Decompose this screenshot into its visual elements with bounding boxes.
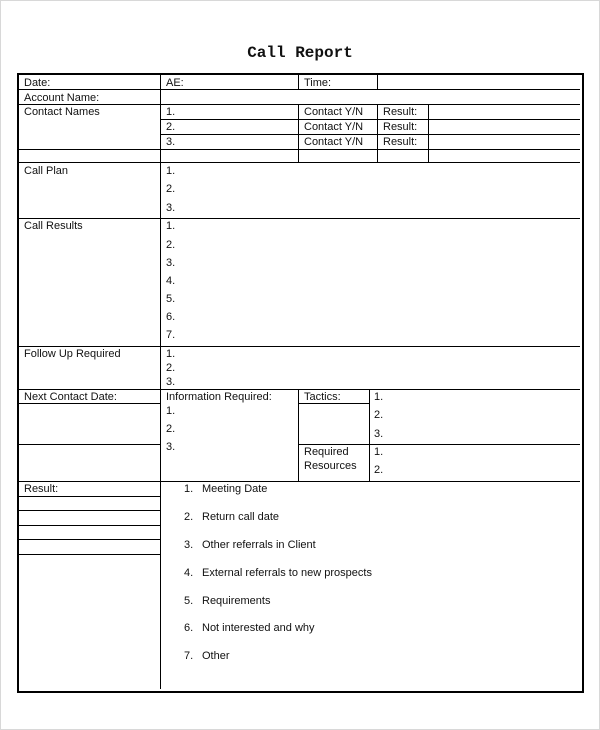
- rule: [19, 389, 580, 390]
- list-item: 1.: [166, 220, 176, 232]
- list-item: 1.: [166, 405, 176, 417]
- result-item-num: 5.: [184, 595, 194, 607]
- rule: [19, 444, 160, 445]
- rule: [19, 554, 160, 555]
- rule: [298, 389, 299, 482]
- result-item-text: Meeting Date: [202, 483, 268, 495]
- list-item: 3.: [374, 428, 384, 440]
- resources-label: Resources: [304, 460, 357, 472]
- list-item: 7.: [166, 329, 176, 341]
- rule: [428, 104, 429, 163]
- result-item-num: 3.: [184, 539, 194, 551]
- page-title: Call Report: [247, 44, 353, 62]
- form-frame: [17, 73, 584, 693]
- list-item: 3.: [166, 202, 176, 214]
- rule: [19, 496, 160, 497]
- list-item: 3.: [166, 257, 176, 269]
- list-item: 1.: [374, 446, 384, 458]
- rule: [160, 134, 580, 135]
- list-item: 3.: [166, 376, 176, 388]
- list-item: 5.: [166, 293, 176, 305]
- contact-result-label: Result:: [383, 121, 418, 133]
- result-item-num: 6.: [184, 622, 194, 634]
- rule: [19, 162, 580, 163]
- account-name-label: Account Name:: [24, 92, 100, 104]
- result-item-text: External referrals to new prospects: [202, 567, 372, 579]
- rule: [19, 104, 580, 105]
- follow-up-label: Follow Up Required: [24, 348, 121, 360]
- rule: [377, 104, 378, 163]
- rule: [160, 119, 580, 120]
- contact-num: 3.: [166, 136, 176, 148]
- contact-yn-label: Contact Y/N: [304, 106, 364, 118]
- result-item-num: 7.: [184, 650, 194, 662]
- list-item: 2.: [166, 423, 176, 435]
- rule: [298, 444, 580, 445]
- rule: [19, 481, 580, 482]
- contact-result-label: Result:: [383, 106, 418, 118]
- list-item: 4.: [166, 275, 176, 287]
- contact-yn-label: Contact Y/N: [304, 121, 364, 133]
- result-item-num: 2.: [184, 511, 194, 523]
- result-item-text: Not interested and why: [202, 622, 315, 634]
- information-required-label: Information Required:: [166, 391, 272, 403]
- rule: [19, 89, 580, 90]
- list-item: 2.: [374, 409, 384, 421]
- result-item-text: Other referrals in Client: [202, 539, 316, 551]
- tactics-label: Tactics:: [304, 391, 341, 403]
- list-item: 2.: [166, 239, 176, 251]
- next-contact-date-label: Next Contact Date:: [24, 391, 117, 403]
- call-results-label: Call Results: [24, 220, 83, 232]
- contact-result-label: Result:: [383, 136, 418, 148]
- result-item-num: 1.: [184, 483, 194, 495]
- rule: [19, 525, 160, 526]
- call-plan-label: Call Plan: [24, 165, 69, 177]
- list-item: 1.: [166, 165, 176, 177]
- contact-num: 1.: [166, 106, 176, 118]
- result-item-text: Return call date: [202, 511, 280, 523]
- contact-yn-label: Contact Y/N: [304, 136, 364, 148]
- list-item: 1.: [166, 348, 176, 360]
- required-label: Required: [304, 446, 349, 458]
- result-item-num: 4.: [184, 567, 194, 579]
- rule: [19, 346, 580, 347]
- rule: [19, 149, 580, 150]
- result-label: Result:: [24, 483, 59, 495]
- list-item: 2.: [166, 362, 176, 374]
- result-item-text: Requirements: [202, 595, 271, 607]
- rule: [369, 389, 370, 482]
- list-item: 6.: [166, 311, 176, 323]
- ae-label: AE:: [166, 77, 184, 89]
- contact-names-label: Contact Names: [24, 106, 100, 118]
- list-item: 2.: [374, 464, 384, 476]
- result-item-text: Other: [202, 650, 230, 662]
- date-label: Date:: [24, 77, 51, 89]
- rule: [19, 510, 160, 511]
- list-item: 2.: [166, 183, 176, 195]
- list-item: 1.: [374, 391, 384, 403]
- time-label: Time:: [304, 77, 332, 89]
- rule: [377, 75, 378, 90]
- rule: [298, 104, 299, 163]
- contact-num: 2.: [166, 121, 176, 133]
- list-item: 3.: [166, 441, 176, 453]
- rule: [19, 539, 160, 540]
- rule: [298, 75, 299, 90]
- rule: [19, 218, 580, 219]
- rule: [160, 75, 161, 689]
